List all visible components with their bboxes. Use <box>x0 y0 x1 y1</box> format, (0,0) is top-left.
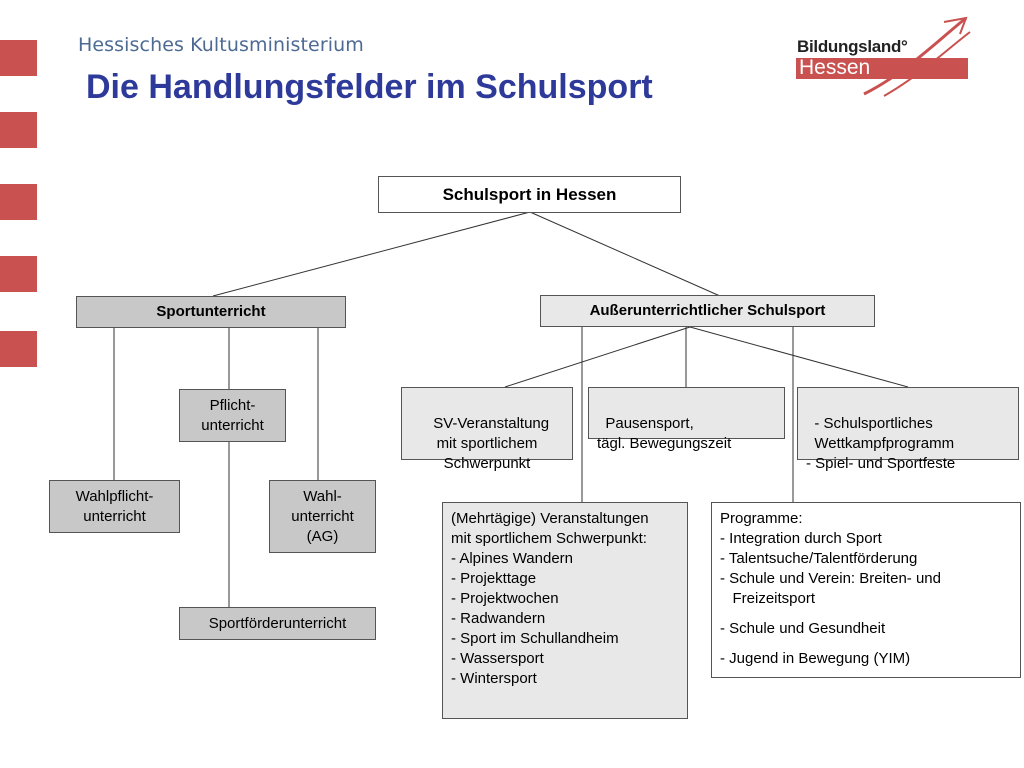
list-item: - Wintersport <box>451 670 537 687</box>
logo-text-bildungsland: Bildungsland° <box>797 37 908 56</box>
list-item: - Integration durch Sport <box>720 530 882 547</box>
list-item: - Wassersport <box>451 650 544 667</box>
list-item: - Schule und Verein: Breiten- und <box>720 570 941 587</box>
list-item: - Alpines Wandern <box>451 550 574 567</box>
node-wettkampfprogramm <box>797 387 1019 472</box>
node-label: SV-Veranstaltung mit sportlichem Schwerpunkt <box>433 415 550 472</box>
node-label: - Schulsportliches Wettkampfprogramm - Spiel- und Sportfeste <box>806 415 956 472</box>
node-sv-veranstaltung <box>401 387 573 472</box>
list-item: - Talentsuche/Talentförderung <box>720 550 918 567</box>
list-item: - Projekttage <box>451 570 537 587</box>
ministry-name: Hessisches Kultusministerium <box>78 34 364 56</box>
list-item: - Radwandern <box>451 610 546 627</box>
text-line: (Mehrtägige) Veranstaltungen <box>451 510 649 527</box>
node-ausserunterrichtlicher-schulsport <box>540 295 875 327</box>
list-item: Freizeitsport <box>720 590 816 607</box>
node-label: Wahl- unterricht (AG) <box>291 487 354 545</box>
node-label: Schulsport in Hessen <box>442 184 617 204</box>
logo-text-hessen: Hessen <box>799 56 871 79</box>
node-label: Sportförderunterricht <box>208 614 347 632</box>
node-wahlpflichtunterricht <box>49 480 180 533</box>
node-schulsport-in-hessen <box>378 176 681 213</box>
page-title: Die Handlungsfelder im Schulsport <box>86 68 653 106</box>
text-line: Programme: <box>720 510 803 527</box>
node-label: Pflicht- unterricht <box>201 396 264 434</box>
node-pausensport <box>588 387 785 452</box>
list-item: - Jugend in Bewegung (YIM) <box>720 650 911 667</box>
node-pflichtunterricht <box>179 389 286 442</box>
text-line: mit sportlichem Schwerpunkt: <box>451 530 647 547</box>
node-label: Pausensport, tägl. Bewegungszeit <box>597 415 732 452</box>
node-mehrtaegige-veranstaltungen <box>442 502 688 719</box>
node-label: Außerunterrichtlicher Schulsport <box>589 302 826 319</box>
node-sportfoerderunterricht <box>179 607 376 640</box>
list-item: - Sport im Schullandheim <box>451 630 619 647</box>
node-label: Sportunterricht <box>156 303 266 320</box>
node-wahlunterricht <box>269 480 376 553</box>
list-item: - Schule und Gesundheit <box>720 620 886 637</box>
node-programme <box>711 502 1021 678</box>
node-sportunterricht <box>76 296 346 328</box>
list-item: - Projektwochen <box>451 590 559 607</box>
node-label: Wahlpflicht- unterricht <box>75 487 154 525</box>
